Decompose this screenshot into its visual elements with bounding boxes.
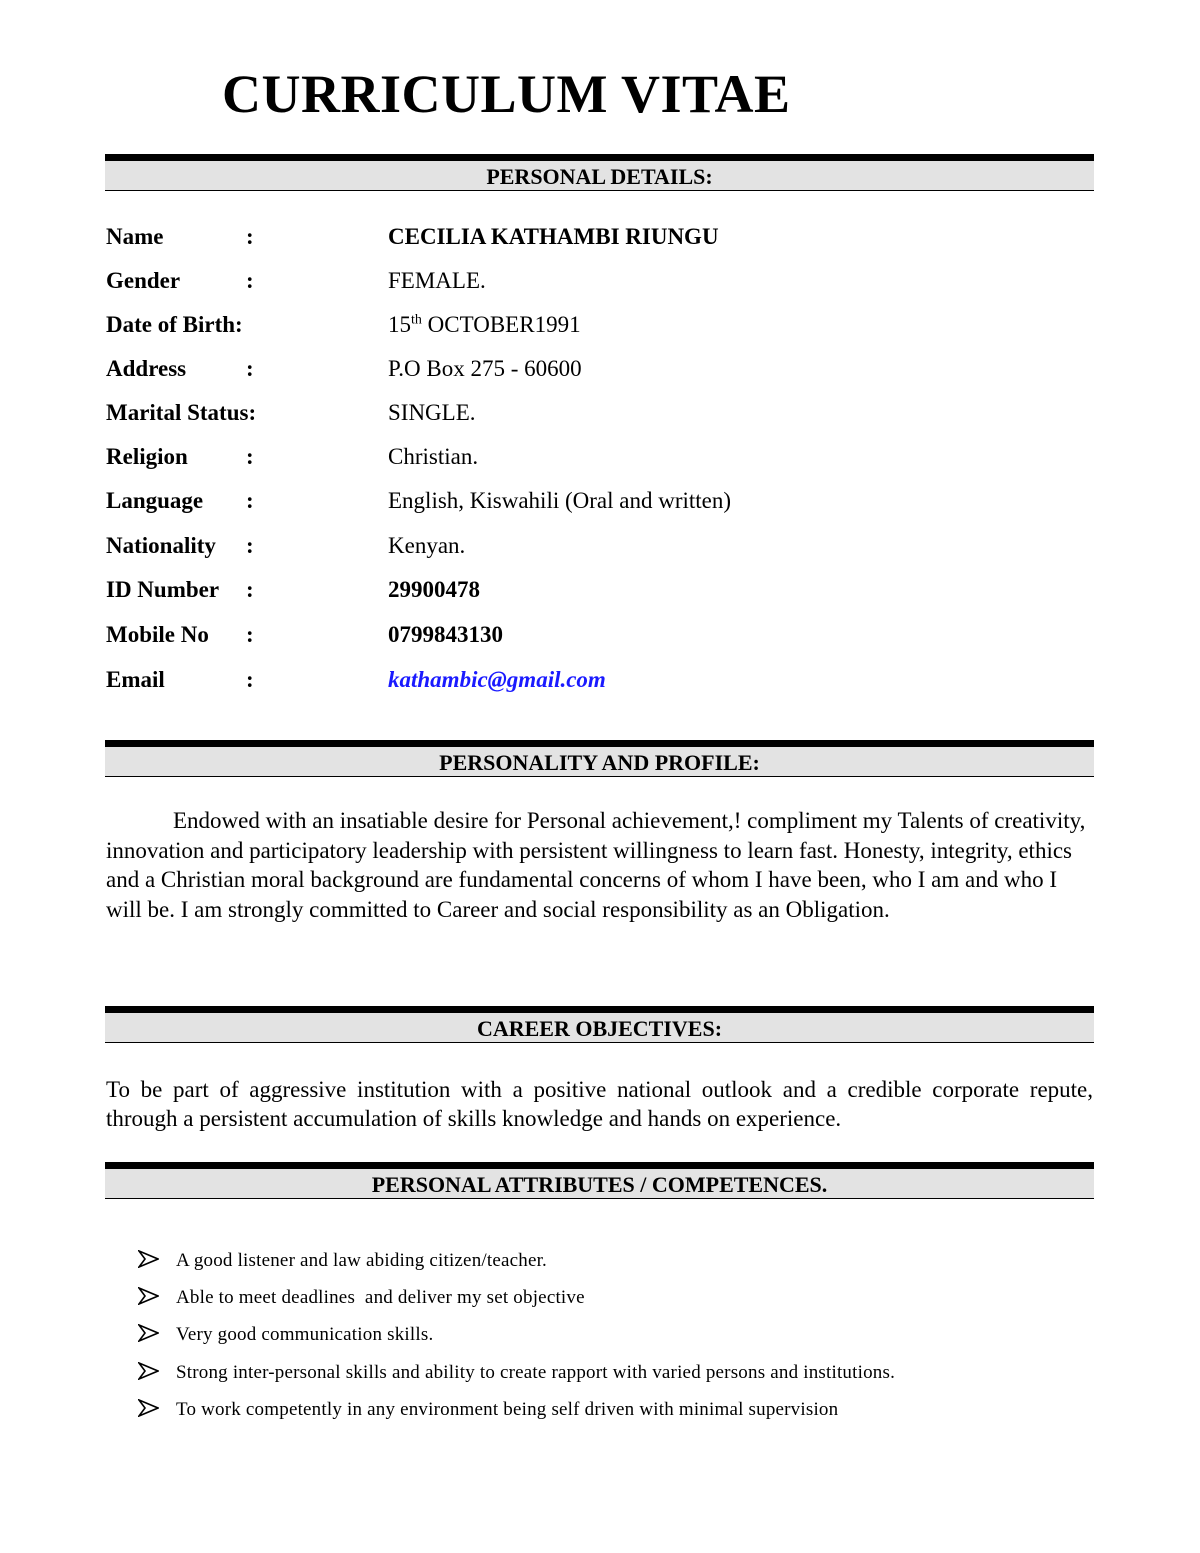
- list-item: [138, 1396, 895, 1433]
- detail-label: Name: [106, 224, 164, 249]
- detail-colon: :: [246, 533, 254, 558]
- detail-label: Marital Status:: [106, 400, 257, 425]
- detail-value-language: English, Kiswahili (Oral and written): [388, 488, 732, 513]
- email-link[interactable]: kathambic@gmail.com: [388, 667, 606, 692]
- detail-value-id-number: 29900478: [388, 577, 480, 602]
- detail-label: Gender: [106, 268, 181, 293]
- detail-label: Address: [106, 356, 187, 381]
- detail-value-religion: Christian.: [388, 444, 479, 469]
- detail-value-nationality: Kenyan.: [388, 533, 466, 558]
- list-item: [138, 1359, 895, 1396]
- arrow-bullet-icon: [138, 1361, 159, 1379]
- dob-month-year: OCTOBER1991: [421, 312, 581, 337]
- section-header-career-objectives: CAREER OBJECTIVES:: [105, 1006, 1094, 1043]
- detail-value-gender: FEMALE.: [388, 268, 486, 293]
- detail-label: Email: [106, 667, 165, 692]
- detail-label: Religion: [106, 444, 188, 469]
- detail-colon: :: [246, 622, 254, 647]
- document-title: CURRICULUM VITAE: [222, 64, 791, 124]
- detail-value-name: CECILIA KATHAMBI RIUNGU: [388, 224, 719, 249]
- arrow-bullet-icon: [138, 1398, 159, 1416]
- detail-colon: :: [246, 488, 254, 513]
- arrow-bullet-icon: [138, 1249, 159, 1267]
- detail-colon: :: [246, 224, 254, 249]
- list-item: [138, 1284, 895, 1321]
- detail-colon: :: [246, 356, 254, 381]
- detail-label: ID Number: [106, 577, 220, 602]
- detail-value-address: P.O Box 275 - 60600: [388, 356, 582, 381]
- attribute-text: To work competently in any environment being self driven with minimal supervision: [176, 1398, 839, 1420]
- detail-label: Date of Birth:: [106, 312, 243, 337]
- detail-colon: :: [246, 667, 254, 692]
- detail-colon: :: [246, 444, 254, 469]
- attribute-text: Very good communication skills.: [176, 1324, 434, 1346]
- profile-paragraph: Endowed with an insatiable desire for Personal achievement,! compliment my Talents of creativity, innovation and participatory leadership with persistent willingness to learn fast. Honesty, integrity, ethics and a Christian moral background are fundamental concerns of whom I have been, who I am and who I will be. I am strongly committed to Career and social responsibility as an Obligation.: [106, 808, 1086, 922]
- attributes-list: [138, 1247, 895, 1433]
- detail-colon: :: [246, 577, 254, 602]
- detail-label: Mobile No: [106, 622, 209, 647]
- attribute-text: A good listener and law abiding citizen/teacher.: [176, 1250, 548, 1271]
- arrow-bullet-icon: [138, 1323, 159, 1341]
- dob-ordinal: th: [411, 312, 422, 328]
- list-item: [138, 1321, 895, 1358]
- attribute-text: Able to meet deadlines and deliver my set objective: [176, 1287, 585, 1309]
- detail-value-dob: [388, 310, 581, 340]
- detail-label: Language: [106, 488, 204, 513]
- objective-paragraph: To be part of aggressive institution with a positive national outlook and a credible corporate repute, through a persistent accumulation of skills knowledge and hands on experience.: [106, 1077, 1093, 1131]
- list-item: [138, 1247, 895, 1284]
- dob-day: 15: [388, 312, 411, 337]
- detail-label: Nationality: [106, 533, 216, 558]
- section-header-attributes: PERSONAL ATTRIBUTES / COMPETENCES.: [105, 1162, 1094, 1199]
- attribute-text: Strong inter-personal skills and ability to create rapport with varied persons and institutions.: [176, 1361, 896, 1383]
- section-header-profile: PERSONALITY AND PROFILE:: [105, 740, 1094, 777]
- detail-colon: :: [246, 268, 254, 293]
- arrow-bullet-icon: [138, 1286, 159, 1304]
- detail-value-marital-status: SINGLE.: [388, 400, 476, 425]
- detail-value-mobile: 0799843130: [388, 622, 503, 647]
- section-header-personal-details: PERSONAL DETAILS:: [105, 154, 1094, 191]
